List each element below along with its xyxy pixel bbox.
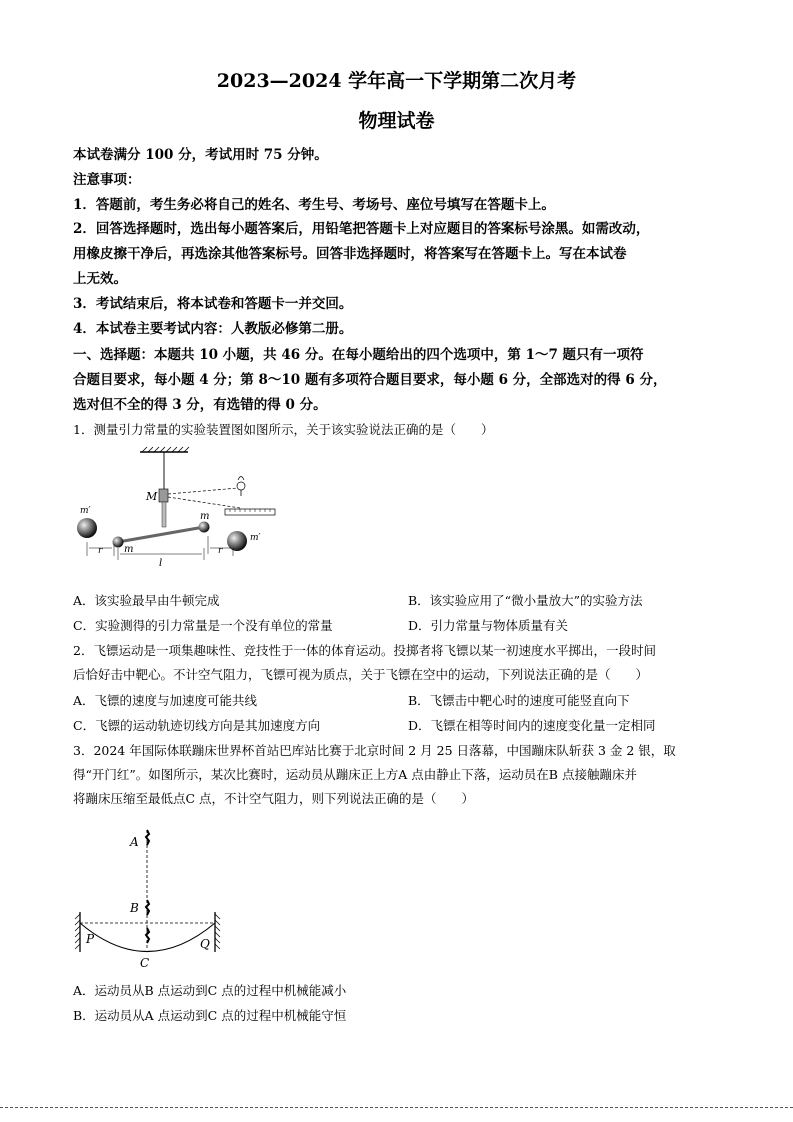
section-instruction: 一、选择题：本题共 10 小题，共 46 分。在每小题给出的四个选项中，第 1～7 题只有一项符	[73, 347, 644, 363]
note-line: 上无效。	[73, 271, 127, 287]
svg-text:r: r	[218, 546, 223, 556]
q1-stem: 1．测量引力常量的实验装置图如图所示，关于该实验说法正确的是（ ）	[73, 422, 494, 437]
svg-text:m: m	[200, 511, 210, 522]
q2-option-d: D．飞镖在相等时间内的速度变化量一定相同	[408, 718, 656, 733]
note-line: 1．答题前，考生务必将自己的姓名、考生号、考场号、座位号填写在答题卡上。	[73, 197, 555, 213]
q2-option-b: B．飞镖击中靶心时的速度可能竖直向下	[408, 693, 630, 708]
q1-option-a: A．该实验最早由牛顿完成	[73, 593, 220, 608]
svg-text:A: A	[130, 835, 139, 849]
q2-stem: 后恰好击中靶心。不计空气阻力，飞镖可视为质点，关于飞镖在空中的运动，下列说法正确的是（ ）	[73, 667, 649, 682]
svg-text:Q: Q	[200, 937, 210, 951]
svg-text:C: C	[140, 956, 150, 970]
svg-text:l: l	[159, 558, 163, 569]
q3-stem: 将蹦床压缩至最低点C 点，不计空气阻力，则下列说法正确的是（ ）	[73, 791, 475, 806]
q1-option-b: B．该实验应用了“微小量放大”的实验方法	[408, 593, 643, 608]
note-line: 3．考试结束后，将本试卷和答题卡一并交回。	[73, 296, 353, 312]
note-line: 用橡皮擦干净后，再选涂其他答案标号。回答非选择题时，将答案写在答题卡上。写在本试卷	[73, 246, 627, 262]
q1-option-c: C．实验测得的引力常量是一个没有单位的常量	[73, 618, 333, 633]
q3-stem: 得“开门红”。如图所示，某次比赛时，运动员从蹦床正上方A 点由静止下落，运动员在B 点接触蹦床并	[73, 767, 637, 782]
q2-option-c: C．飞镖的运动轨迹切线方向是其加速度方向	[73, 718, 321, 733]
svg-text:r: r	[98, 546, 103, 556]
q1-cavendish-figure	[70, 444, 280, 574]
q2-option-a: A．飞镖的速度与加速度可能共线	[73, 693, 258, 708]
notes-title: 注意事项：	[73, 172, 141, 188]
exam-subtitle: 物理试卷	[358, 110, 435, 132]
svg-text:m: m	[124, 544, 134, 555]
svg-text:B: B	[130, 901, 139, 915]
page-footer-divider	[0, 1107, 793, 1108]
q3-option-b: B．运动员从A 点运动到C 点的过程中机械能守恒	[73, 1008, 347, 1023]
svg-text:m′: m′	[250, 533, 261, 543]
section-instruction: 合题目要求，每小题 4 分；第 8～10 题有多项符合题目要求，每小题 6 分，全部选对的得 6 分，	[73, 372, 667, 388]
section-instruction: 选对但不全的得 3 分，有选错的得 0 分。	[73, 397, 327, 413]
note-line: 4．本试卷主要考试内容：人教版必修第二册。	[73, 321, 353, 337]
q3-option-a: A．运动员从B 点运动到C 点的过程中机械能减小	[73, 983, 347, 998]
score-line: 本试卷满分 100 分，考试用时 75 分钟。	[73, 147, 328, 163]
note-line: 2．回答选择题时，选出每小题答案后，用铅笔把答题卡上对应题目的答案标号涂黑。如需改动，	[73, 221, 650, 237]
q1-option-d: D．引力常量与物体质量有关	[408, 618, 569, 633]
exam-title: 2023—2024 学年高一下学期第二次月考	[216, 70, 577, 92]
q2-stem: 2．飞镖运动是一项集趣味性、竞技性于一体的体育运动。投掷者将飞镖以某一初速度水平掷出，一段时间	[73, 643, 656, 658]
svg-text:m′: m′	[80, 506, 91, 516]
svg-text:P: P	[86, 932, 95, 946]
q3-stem: 3．2024 年国际体联蹦床世界杯首站巴库站比赛于北京时间 2 月 25 日落幕，中国蹦床队斩获 3 金 2 银，取	[73, 743, 676, 758]
svg-text:M: M	[146, 490, 158, 503]
q3-trampoline-figure	[70, 820, 230, 972]
